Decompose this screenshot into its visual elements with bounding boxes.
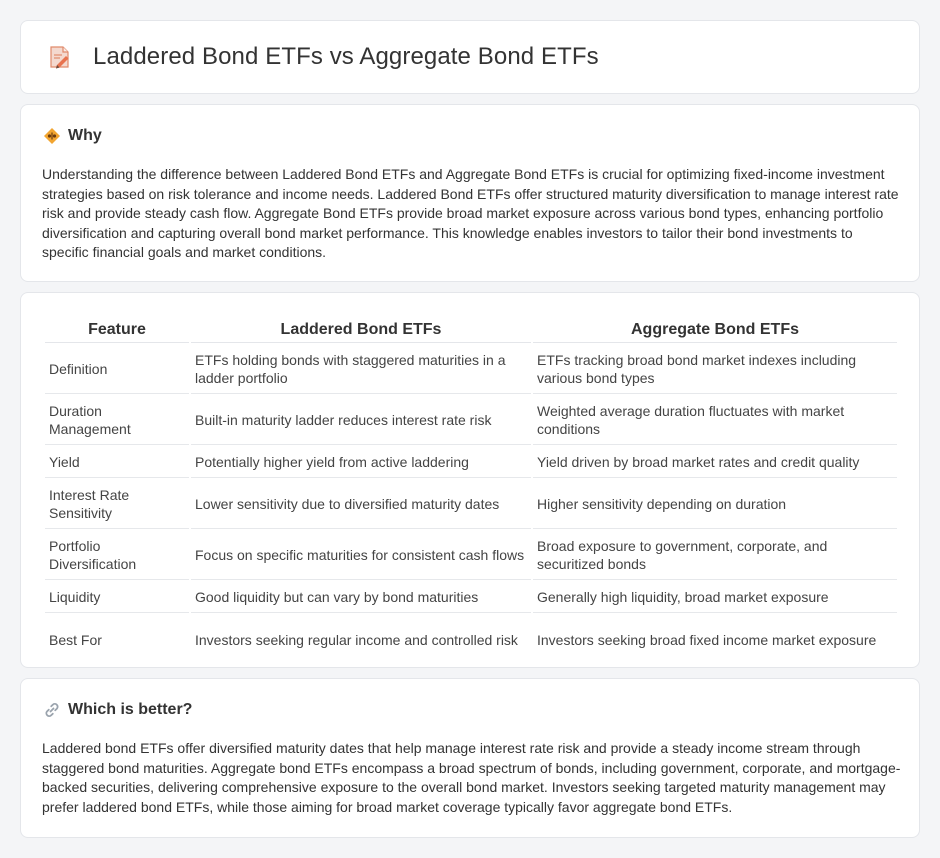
feature-cell: Best For — [49, 631, 102, 648]
aggregate-cell: ETFs tracking broad bond market indexes including various bond types — [533, 345, 897, 394]
aggregate-cell: Yield driven by broad market rates and credit quality — [533, 447, 897, 478]
column-header: Feature — [45, 319, 189, 343]
why-title: Why — [68, 127, 102, 144]
table-row — [45, 480, 897, 529]
diamond-sign-icon — [43, 127, 61, 145]
why-header — [43, 127, 102, 145]
column-header: Laddered Bond ETFs — [191, 319, 531, 343]
feature-cell: Interest Rate Sensitivity — [45, 480, 189, 529]
table-row — [45, 447, 897, 478]
why-section — [20, 104, 920, 282]
better-title: Which is better? — [68, 701, 193, 718]
laddered-cell: Investors seeking regular income and controlled risk — [195, 631, 518, 648]
feature-cell: Liquidity — [45, 582, 189, 613]
laddered-cell: Good liquidity but can vary by bond maturities — [191, 582, 531, 613]
link-icon — [43, 701, 61, 719]
aggregate-cell: Investors seeking broad fixed income market exposure — [537, 631, 877, 648]
laddered-cell: Focus on specific maturities for consistent cash flows — [191, 531, 531, 580]
laddered-cell: Built-in maturity ladder reduces interest rate risk — [191, 396, 531, 445]
better-header — [43, 701, 192, 719]
table-row — [45, 396, 897, 445]
title-card — [20, 20, 920, 94]
which-is-better-section — [20, 678, 920, 838]
feature-cell: Definition — [45, 345, 189, 394]
aggregate-cell: Higher sensitivity depending on duration — [533, 480, 897, 529]
table-row — [45, 531, 897, 580]
document-pencil-icon — [47, 44, 73, 70]
aggregate-cell: Generally high liquidity, broad market exposure — [533, 582, 897, 613]
comparison-table — [43, 317, 899, 666]
laddered-cell: Potentially higher yield from active laddering — [191, 447, 531, 478]
table-row — [45, 345, 897, 394]
why-body: Understanding the difference between Laddered Bond ETFs and Aggregate Bond ETFs is crucial for optimizing fixed-income investment strategies based on risk tolerance and income needs. Laddered Bond ETFs offer structured maturity diversification to manage interest rate risk and provide steady cash flow. Aggregate Bond ETFs provide broad market exposure across various bond types, enhancing portfolio diversification and capturing overall bond market performance. This knowledge enables investors to tailor their bond investments to specific financial goals and market conditions. — [42, 166, 899, 261]
comparison-card — [20, 292, 920, 668]
table-row — [45, 615, 897, 664]
laddered-cell: Lower sensitivity due to diversified maturity dates — [191, 480, 531, 529]
aggregate-cell: Weighted average duration fluctuates with market conditions — [533, 396, 897, 445]
feature-cell: Duration Management — [45, 396, 189, 445]
title-row — [21, 21, 919, 93]
table-row — [45, 582, 897, 613]
aggregate-cell: Broad exposure to government, corporate, and securitized bonds — [533, 531, 897, 580]
feature-cell: Portfolio Diversification — [45, 531, 189, 580]
column-header: Aggregate Bond ETFs — [533, 319, 897, 343]
table-header-row — [45, 319, 897, 343]
feature-cell: Yield — [45, 447, 189, 478]
laddered-cell: ETFs holding bonds with staggered maturities in a ladder portfolio — [191, 345, 531, 394]
better-body: Laddered bond ETFs offer diversified maturity dates that help manage interest rate risk and provide a steady income stream through staggered bond maturities. Aggregate bond ETFs encompass a broad spectrum of bonds, including government, corporate, and mortgage-backed securities, delivering comprehensive exposure to the overall bond market. Investors seeking targeted maturity management may prefer laddered bond ETFs, while those aiming for broad market coverage typically favor aggregate bond ETFs. — [42, 740, 901, 815]
page-title: Laddered Bond ETFs vs Aggregate Bond ETFs — [93, 43, 599, 70]
